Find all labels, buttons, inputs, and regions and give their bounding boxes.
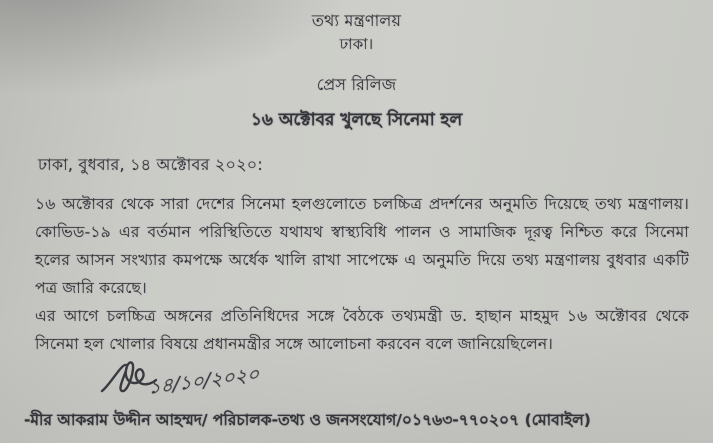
- signature-date: ১৪/১০/২০২০: [148, 363, 260, 399]
- city-line: ঢাকা।: [339, 35, 374, 53]
- press-release-title: ১৬ অক্টোবর খুলছে সিনেমা হল: [250, 110, 463, 130]
- dateline: ঢাকা, বুধবার, ১৪ অক্টোবর ২০২০:: [38, 155, 263, 174]
- handwritten-signature: [96, 355, 286, 403]
- body-paragraph-1: ১৬ অক্টোবর থেকে সারা দেশের সিনেমা হলগুলোতে চলচ্চিত্র প্রদর্শনের অনুমতি দিয়েছে তথ্য মন্ত্রণালয়। কোভিড-১৯ এর বর্তমান পরিস্থিতিতে যথাযথ স্বাস্থ্যবিধি পালন ও সামাজিক দূরত্ব নিশ্চিত করে সিনেমা হলের আসন সংখ্যার কমপক্ষে অর্ধেক খালি রাখা সাপেক্ষে এ অনুমতি দিয়ে তথ্য মন্ত্রণালয় বুধবার একটি পত্র জারি করেছে।: [35, 195, 689, 297]
- ministry-name: তথ্য মন্ত্রণালয়: [311, 11, 402, 30]
- signoff-line: -মীর আকরাম উদ্দীন আহম্মদ/ পরিচালক-তথ্য ও জনসংযোগ/০১৭৬৩-৭৭০২০৭ (মোবাইল): [24, 411, 591, 429]
- document-type-label: প্রেস রিলিজ: [316, 75, 397, 94]
- body-paragraph-2: এর আগে চলচ্চিত্র অঙ্গনের প্রতিনিধিদের সঙ্গে বৈঠকে তথ্যমন্ত্রী ড. হাছান মাহমুদ ১৬ অক্টোবর থেকে সিনেমা হল খোলার বিষয়ে প্রধানমন্ত্রীর সঙ্গে আলোচনা করবেন বলে জানিয়েছিলেন।: [35, 307, 689, 353]
